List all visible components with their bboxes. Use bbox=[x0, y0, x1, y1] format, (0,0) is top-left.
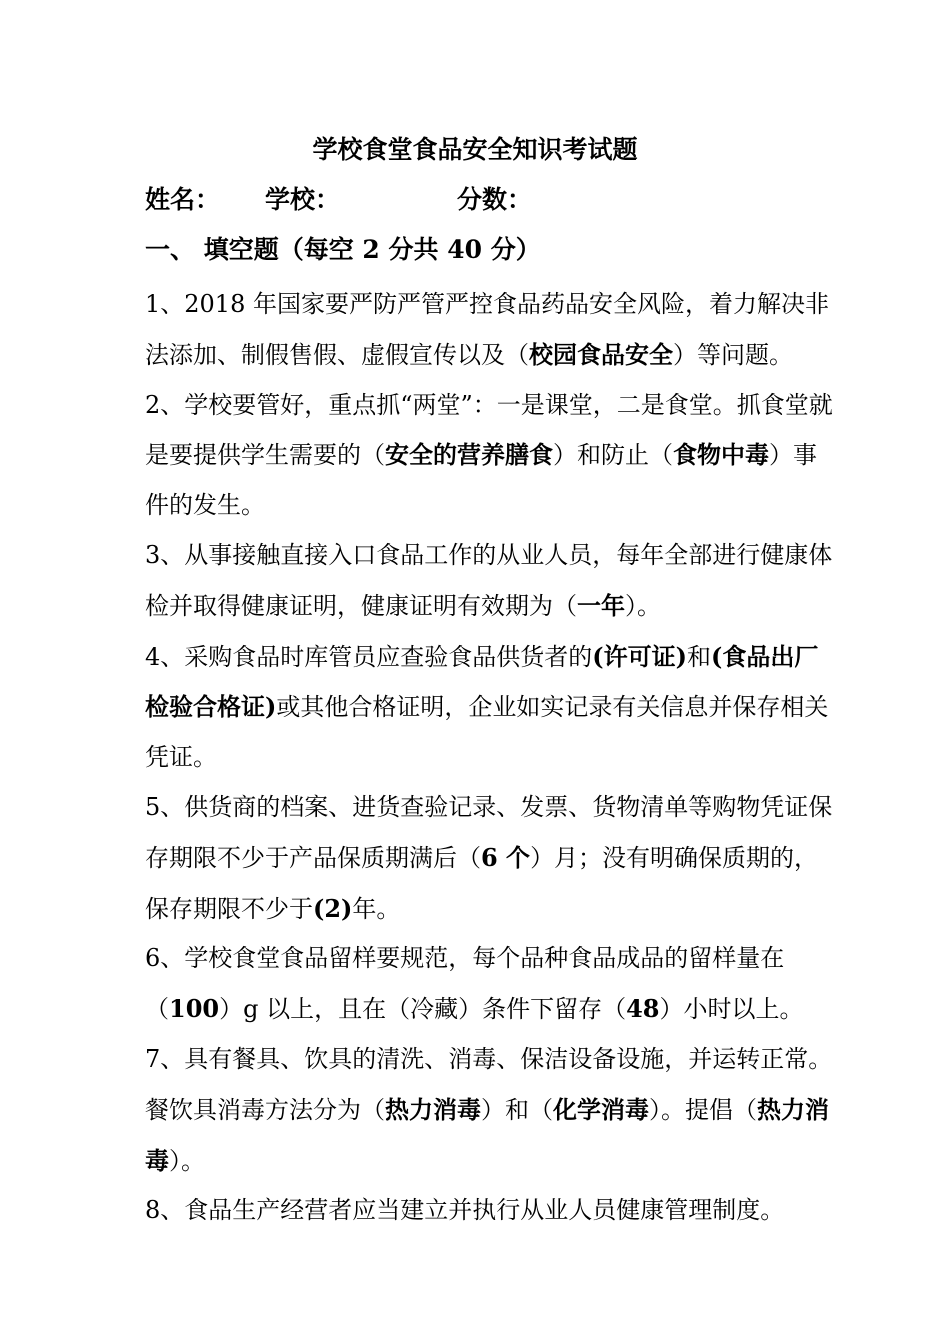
question-text: 1、2018 年国家要严防严管严控食品药品安全风险，着力解决非法添加、制假售假、虚假宣传以及（ bbox=[145, 290, 829, 369]
answer-text: (2) bbox=[313, 893, 353, 923]
question-text: 6、学校食堂食品留样要规范，每个品种食品成品的留样量在（ bbox=[145, 944, 785, 1024]
section-title: 一、 填空题（每空 2 分共 40 分） bbox=[145, 235, 541, 264]
answer-text: 安全的营养膳食 bbox=[385, 440, 553, 470]
answer-text: 食物中毒 bbox=[673, 440, 769, 470]
question-8 bbox=[145, 1186, 835, 1236]
student-info-line bbox=[145, 183, 845, 217]
question-5 bbox=[145, 783, 835, 934]
answer-text: 热力消毒 bbox=[145, 1094, 829, 1175]
document-title: 学校食堂食品安全知识考试题 bbox=[312, 135, 638, 164]
answer-text: 化学消毒 bbox=[553, 1094, 649, 1124]
name-label: 姓名： bbox=[145, 185, 221, 214]
score-label: 分数： bbox=[457, 185, 533, 214]
question-3 bbox=[145, 531, 835, 632]
question-text: 4、采购食品时库管员应查验食品供货者的 bbox=[145, 642, 593, 671]
question-text: 3、从事接触直接入口食品工作的从业人员，每年全部进行健康体检并取得健康证明，健康证明有效期为（ bbox=[145, 540, 833, 620]
question-text: ）小时以上。 bbox=[659, 995, 804, 1024]
question-1 bbox=[145, 280, 835, 381]
question-6 bbox=[145, 934, 835, 1035]
answer-text: 48 bbox=[626, 994, 660, 1024]
question-text: ）和防止（ bbox=[553, 441, 673, 470]
question-7 bbox=[145, 1035, 835, 1186]
question-text: ）。提倡（ bbox=[649, 1095, 757, 1124]
answer-text: 6 个 bbox=[481, 842, 531, 872]
question-text: 5、供货商的档案、进货查验记录、发票、货物清单等购物凭证保存期限不少于产品保质期满后（ bbox=[145, 792, 833, 872]
school-label: 学校： bbox=[265, 185, 341, 214]
question-text: ）g 以上，且在（冷藏）条件下留存（ bbox=[219, 995, 627, 1024]
question-2 bbox=[145, 381, 835, 531]
question-text: ）月；没有明确保质期的，保存期限不少于 bbox=[145, 843, 819, 923]
question-text: ）。 bbox=[169, 1146, 205, 1175]
question-text: 和 bbox=[687, 642, 711, 671]
answer-text: (食品出厂检验合格证) bbox=[145, 641, 819, 722]
answer-text: 一年 bbox=[577, 590, 625, 620]
question-text: ）和（ bbox=[481, 1095, 553, 1124]
question-text: 7、具有餐具、饮具的清洗、消毒、保洁设备设施，并运转正常。餐饮具消毒方法分为（ bbox=[145, 1044, 833, 1124]
answer-text: (许可证) bbox=[592, 641, 687, 671]
question-text: ）等问题。 bbox=[673, 340, 793, 369]
question-text: 2、学校要管好，重点抓“两堂”：一是课堂，二是食堂。抓食堂就是要提供学生需要的（ bbox=[145, 390, 833, 470]
answer-text: 100 bbox=[169, 994, 220, 1024]
answer-text: 校园食品安全 bbox=[529, 339, 673, 369]
question-4 bbox=[145, 632, 835, 783]
question-text: ）。 bbox=[625, 591, 661, 620]
questions-body bbox=[145, 280, 835, 1236]
question-text: 8、食品生产经营者应当建立并执行从业人员健康管理制度。 bbox=[145, 1196, 785, 1225]
question-text: 或其他合格证明，企业如实记录有关信息并保存相关凭证。 bbox=[145, 693, 829, 772]
question-text: 年。 bbox=[352, 894, 401, 923]
answer-text: 热力消毒 bbox=[385, 1094, 481, 1124]
question-text: ）事件的发生。 bbox=[145, 441, 817, 520]
